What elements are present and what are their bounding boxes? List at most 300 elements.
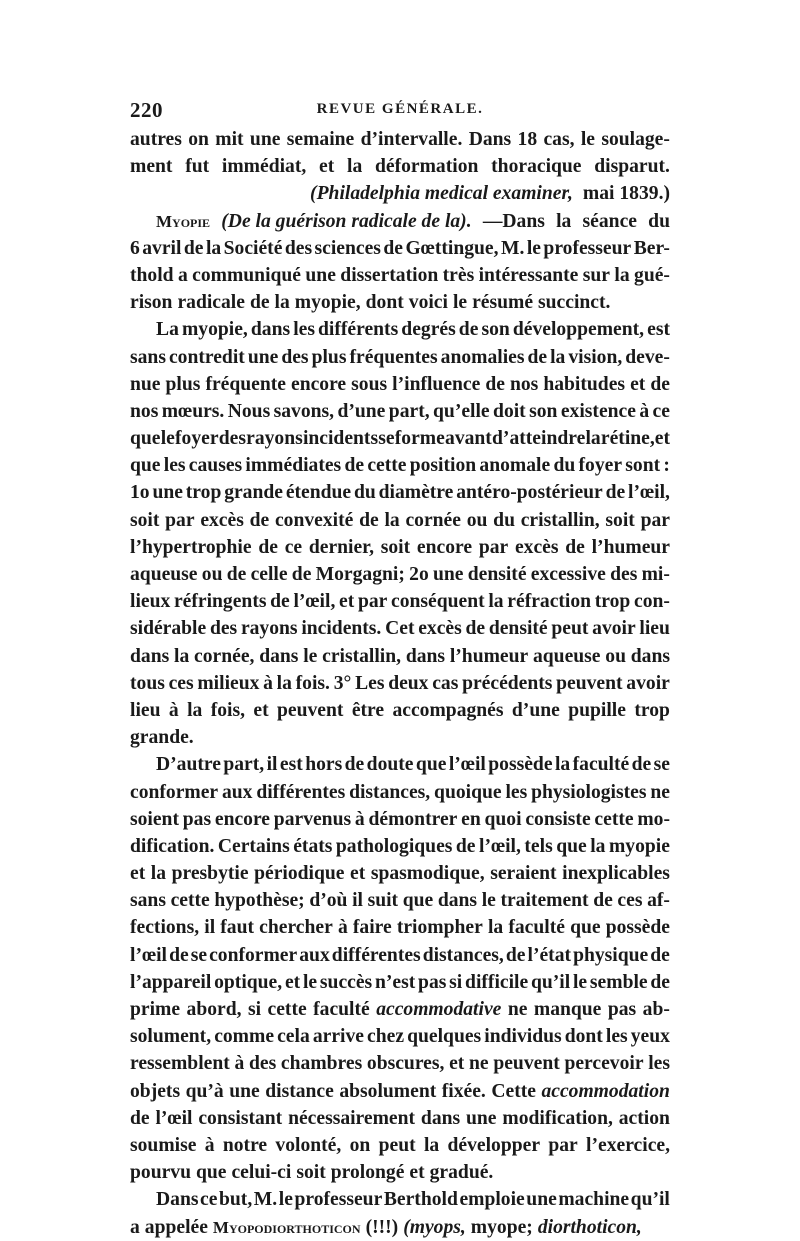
word: Certains bbox=[217, 835, 290, 857]
word: ne bbox=[650, 781, 670, 803]
word: 3° bbox=[333, 672, 352, 694]
word: des bbox=[218, 428, 246, 450]
word: modification, bbox=[502, 1107, 613, 1129]
word: percevoir bbox=[564, 1053, 644, 1075]
text-line bbox=[130, 126, 670, 153]
word: et bbox=[284, 971, 301, 993]
word: la bbox=[150, 863, 167, 885]
word: du bbox=[553, 455, 576, 477]
word: 18 bbox=[517, 129, 538, 150]
word: 1o bbox=[130, 482, 150, 504]
word: de bbox=[249, 509, 270, 531]
word: du bbox=[353, 482, 376, 504]
word: trop bbox=[594, 591, 631, 613]
word: d’intervalle. bbox=[360, 129, 463, 150]
word: distances, bbox=[422, 944, 504, 966]
word: aqueuse bbox=[532, 645, 601, 667]
word: l’état bbox=[527, 944, 572, 966]
word: volonté, bbox=[275, 1134, 342, 1156]
word: (myops, bbox=[403, 1216, 466, 1238]
word: succinct. bbox=[538, 292, 611, 314]
word: le bbox=[526, 237, 541, 259]
word: Ber- bbox=[633, 237, 670, 259]
word: et bbox=[630, 373, 646, 395]
word: Myopodiorthoticon bbox=[212, 1217, 361, 1237]
word: peuvent bbox=[277, 699, 344, 721]
word: doit bbox=[493, 400, 526, 422]
word: l’humeur bbox=[591, 536, 670, 558]
word: accommodation bbox=[541, 1080, 670, 1102]
word: cette bbox=[170, 890, 210, 912]
word: conformer bbox=[130, 781, 219, 803]
word: par bbox=[478, 536, 509, 558]
word: nécessairement bbox=[288, 1107, 416, 1129]
word: faculté bbox=[508, 917, 565, 939]
word: ne bbox=[469, 1053, 489, 1075]
word: existence bbox=[560, 400, 636, 422]
word: du bbox=[648, 210, 670, 232]
word: notre bbox=[222, 1134, 268, 1156]
text-line bbox=[130, 208, 670, 235]
text-line bbox=[130, 806, 670, 833]
word: pupille bbox=[568, 699, 626, 721]
word: suit bbox=[367, 890, 399, 912]
word: physique bbox=[573, 944, 649, 966]
text-line bbox=[130, 996, 670, 1023]
word: mœurs. bbox=[161, 400, 225, 422]
word: différentes bbox=[331, 944, 421, 966]
word: ment bbox=[130, 156, 173, 178]
word: conformer bbox=[209, 944, 298, 966]
word: Berthold bbox=[383, 1189, 458, 1211]
word: faire bbox=[352, 917, 392, 939]
word: cela bbox=[277, 1026, 310, 1048]
text-line bbox=[130, 860, 670, 887]
word: intéressante bbox=[478, 264, 579, 286]
word: chez bbox=[367, 1026, 405, 1048]
word: lieux bbox=[130, 591, 171, 613]
text-line bbox=[130, 1159, 670, 1186]
word: 2o bbox=[409, 564, 429, 585]
word: la bbox=[556, 210, 572, 232]
word: ou bbox=[605, 645, 626, 667]
word: dans bbox=[420, 1107, 461, 1129]
page-number: 220 bbox=[130, 98, 163, 122]
word: autres bbox=[130, 129, 182, 150]
word: dans bbox=[259, 645, 299, 667]
word: déformation bbox=[375, 156, 479, 178]
word: nos bbox=[130, 400, 159, 422]
word: solument, bbox=[130, 1026, 212, 1048]
word: habitudes bbox=[543, 373, 626, 395]
word: dernier, bbox=[308, 536, 374, 558]
word: on bbox=[188, 129, 209, 150]
word: vision, bbox=[568, 346, 623, 368]
word: cette bbox=[267, 999, 307, 1020]
word: antéro-postérieur bbox=[456, 482, 603, 504]
text-line bbox=[130, 615, 670, 642]
word: mo- bbox=[637, 808, 670, 830]
text-line bbox=[130, 398, 670, 425]
word: à bbox=[337, 917, 348, 939]
word: encore bbox=[214, 808, 271, 830]
word: que bbox=[195, 1162, 227, 1184]
word: hors bbox=[305, 754, 343, 776]
word: une bbox=[247, 346, 279, 368]
word: contredit bbox=[168, 346, 245, 368]
word: densité bbox=[467, 564, 527, 585]
word: ab- bbox=[642, 999, 670, 1020]
word: se bbox=[190, 944, 208, 966]
word: rison bbox=[130, 292, 173, 314]
word: diorthoticon, bbox=[537, 1216, 642, 1238]
word: n’est bbox=[374, 971, 416, 993]
word: de bbox=[485, 373, 505, 395]
word: action bbox=[618, 1107, 670, 1129]
word: à bbox=[168, 699, 179, 721]
word: une bbox=[229, 1080, 260, 1102]
word: savons, bbox=[273, 400, 335, 422]
word: faculté bbox=[572, 754, 630, 776]
word: de bbox=[650, 373, 670, 395]
word: se bbox=[378, 428, 395, 450]
word: sont bbox=[625, 455, 661, 477]
text-line bbox=[130, 452, 670, 479]
word: encore bbox=[291, 373, 347, 395]
word: immédiat, bbox=[221, 156, 307, 178]
word: semaine bbox=[286, 129, 355, 150]
word: forme bbox=[394, 428, 445, 450]
word: la bbox=[384, 509, 400, 531]
word: fixée. bbox=[441, 1080, 486, 1102]
word: de bbox=[359, 509, 379, 531]
word: aux bbox=[299, 944, 330, 966]
word: sous bbox=[351, 373, 388, 395]
word: ou bbox=[466, 509, 488, 531]
text-line bbox=[130, 969, 670, 996]
word: fois, bbox=[210, 699, 245, 721]
word: la bbox=[274, 292, 290, 314]
word: une bbox=[466, 1107, 497, 1129]
word: de bbox=[344, 455, 365, 477]
word: gué- bbox=[634, 264, 670, 286]
word: peuvent bbox=[493, 1053, 560, 1075]
word: de bbox=[565, 536, 585, 558]
word: le bbox=[160, 428, 175, 450]
word: Cet bbox=[385, 618, 415, 640]
word: de bbox=[183, 237, 204, 259]
text-line bbox=[130, 1132, 670, 1159]
word: Gœttingue, bbox=[405, 237, 499, 259]
word: la bbox=[187, 699, 203, 721]
word: son bbox=[481, 319, 510, 341]
word: consistant bbox=[198, 1107, 283, 1129]
word: que bbox=[130, 428, 161, 450]
word: ce bbox=[652, 400, 670, 422]
word: objets bbox=[130, 1080, 181, 1102]
word: les bbox=[163, 455, 186, 477]
text-line bbox=[130, 942, 670, 969]
text-line bbox=[130, 1050, 670, 1077]
word: l’œil bbox=[155, 1107, 193, 1129]
word: spasmodique, bbox=[370, 863, 485, 885]
word: la bbox=[174, 645, 190, 667]
word: la bbox=[276, 672, 292, 694]
word: quelques bbox=[407, 1026, 482, 1048]
word: d’une bbox=[337, 400, 386, 422]
word: Cette bbox=[491, 1080, 536, 1102]
word: la bbox=[550, 346, 566, 368]
word: rayons bbox=[240, 618, 298, 640]
word: il bbox=[352, 890, 363, 912]
word: inexplicables bbox=[562, 863, 670, 885]
word: tels bbox=[524, 835, 553, 857]
word: et bbox=[130, 863, 146, 885]
word: radicale bbox=[177, 292, 245, 314]
word: thold bbox=[130, 264, 174, 286]
word: disparut. bbox=[594, 156, 670, 178]
word: soit bbox=[296, 1162, 326, 1184]
word: possède bbox=[488, 754, 553, 776]
word: seraient bbox=[490, 863, 557, 885]
word: une bbox=[152, 482, 183, 504]
word: traitement bbox=[500, 890, 589, 912]
word: réfringents bbox=[173, 591, 267, 613]
word: différents bbox=[318, 319, 399, 341]
word: grande bbox=[224, 482, 283, 504]
word: pas bbox=[418, 971, 447, 993]
word: pourvu bbox=[130, 1162, 191, 1184]
word: les bbox=[293, 319, 315, 341]
word: le bbox=[452, 292, 468, 314]
word: anomale bbox=[479, 455, 551, 477]
word: cristallin, bbox=[322, 645, 402, 667]
word: fois. bbox=[295, 672, 330, 694]
text-line bbox=[130, 751, 670, 778]
word: et bbox=[409, 1162, 425, 1184]
word: à bbox=[263, 672, 273, 694]
word: Nous bbox=[227, 400, 271, 422]
word: l’œil, bbox=[479, 835, 521, 857]
word: pas bbox=[607, 999, 637, 1020]
word: cornée bbox=[405, 509, 461, 531]
word: ne bbox=[507, 999, 528, 1020]
word: communiqué bbox=[192, 264, 302, 286]
word: de bbox=[226, 564, 247, 585]
word: de bbox=[455, 835, 476, 857]
word: périodique bbox=[254, 863, 345, 885]
word: : bbox=[663, 455, 670, 477]
word: soient bbox=[130, 808, 179, 830]
word: peut bbox=[378, 1134, 416, 1156]
word: les bbox=[505, 781, 528, 803]
word: accompagnés bbox=[392, 699, 504, 721]
word: le bbox=[572, 971, 588, 993]
word: parvenus bbox=[273, 808, 352, 830]
word: plus bbox=[165, 373, 201, 395]
word: cas bbox=[432, 672, 459, 694]
word: d’une bbox=[511, 699, 560, 721]
word: semble bbox=[589, 971, 648, 993]
word: prime bbox=[130, 999, 181, 1020]
word: la bbox=[488, 591, 504, 613]
word: excès bbox=[418, 618, 462, 640]
word: a bbox=[177, 264, 188, 286]
word: qu’il bbox=[630, 1189, 670, 1211]
word: de bbox=[505, 944, 526, 966]
word: soit bbox=[380, 536, 411, 558]
word: que bbox=[415, 754, 447, 776]
word: D’autre bbox=[156, 754, 221, 776]
word: foyer bbox=[175, 428, 219, 450]
word: la bbox=[423, 1134, 440, 1156]
word: dont bbox=[564, 1026, 603, 1048]
word: trop bbox=[634, 699, 670, 721]
word: plus bbox=[311, 346, 347, 368]
word: accommodative bbox=[376, 999, 502, 1020]
word: la bbox=[590, 835, 606, 857]
word: appelée bbox=[144, 1216, 208, 1238]
word: difficile bbox=[465, 971, 529, 993]
word: deve- bbox=[625, 346, 670, 368]
word: l’influence bbox=[392, 373, 481, 395]
word: myopie, bbox=[294, 292, 361, 314]
word: dans bbox=[437, 890, 478, 912]
word: étendue bbox=[285, 482, 352, 504]
word: ces bbox=[617, 890, 643, 912]
word: excès bbox=[200, 509, 244, 531]
word: la bbox=[585, 428, 601, 450]
text-line bbox=[130, 1078, 670, 1105]
word: en bbox=[461, 808, 481, 830]
word: a bbox=[130, 1216, 140, 1238]
word: et bbox=[253, 699, 269, 721]
word: par bbox=[548, 1134, 578, 1156]
word: la bbox=[614, 264, 630, 286]
word: sciences bbox=[314, 237, 381, 259]
word: sans bbox=[130, 346, 166, 368]
word: emploie bbox=[459, 1189, 525, 1211]
word: but, bbox=[219, 1189, 253, 1211]
word: développement, bbox=[512, 319, 645, 341]
word: et bbox=[339, 591, 355, 613]
word: conséquent bbox=[391, 591, 485, 613]
text-line bbox=[130, 1105, 670, 1132]
word: myopie bbox=[608, 835, 670, 857]
word: être bbox=[351, 699, 385, 721]
word: obscures, bbox=[366, 1053, 445, 1075]
text-line bbox=[130, 1023, 670, 1050]
text-line bbox=[130, 561, 670, 588]
word: sidérable bbox=[130, 618, 207, 640]
word: lieu bbox=[130, 699, 161, 721]
text-line bbox=[130, 1186, 670, 1213]
word: incidents. bbox=[301, 618, 382, 640]
text-line bbox=[130, 180, 670, 207]
word: grande. bbox=[130, 727, 194, 749]
word: excès bbox=[514, 536, 559, 558]
word: cornée, bbox=[194, 645, 255, 667]
word: tous bbox=[130, 672, 165, 694]
word: Dans bbox=[156, 1189, 199, 1211]
word: est bbox=[279, 754, 303, 776]
word: de bbox=[383, 237, 403, 259]
word: ou bbox=[201, 564, 223, 585]
word: résumé bbox=[472, 292, 534, 314]
word: l’humeur bbox=[449, 645, 529, 667]
word: il bbox=[266, 754, 278, 776]
word: presbytie bbox=[171, 863, 249, 885]
word: comme bbox=[214, 1026, 275, 1048]
word: sur bbox=[582, 264, 610, 286]
word: dification. bbox=[130, 835, 215, 857]
word: la bbox=[347, 156, 363, 178]
word: myopie, bbox=[181, 319, 248, 341]
word: l’exercice, bbox=[586, 1134, 670, 1156]
word: prolongé bbox=[330, 1162, 405, 1184]
text-line bbox=[130, 887, 670, 914]
word: mi- bbox=[641, 564, 670, 585]
word: à bbox=[234, 1053, 245, 1075]
word: l’œil bbox=[448, 754, 486, 776]
word: de bbox=[169, 944, 189, 966]
word: de bbox=[527, 346, 548, 368]
word: l’œil bbox=[130, 944, 168, 966]
running-head: REVUE GÉNÉRALE. bbox=[316, 101, 484, 117]
word: très bbox=[442, 264, 475, 286]
word: une bbox=[526, 1189, 557, 1211]
word: chambres bbox=[280, 1053, 363, 1075]
text-line bbox=[130, 344, 670, 371]
word: professeur bbox=[294, 1189, 383, 1211]
text-line bbox=[130, 235, 670, 262]
word: fections, bbox=[130, 917, 200, 939]
word: de bbox=[593, 890, 613, 912]
word: possède bbox=[605, 917, 670, 939]
word: convexité bbox=[274, 509, 354, 531]
word: La bbox=[156, 319, 179, 341]
word: chercher bbox=[259, 917, 333, 939]
word: fréquentes bbox=[349, 346, 438, 368]
word: manque bbox=[533, 999, 602, 1020]
word: précédents bbox=[462, 672, 553, 694]
word: le bbox=[580, 129, 595, 150]
word: soit bbox=[130, 509, 160, 531]
word: mit bbox=[215, 129, 244, 150]
word: une bbox=[305, 264, 336, 286]
word: des bbox=[281, 346, 309, 368]
word: incidents bbox=[302, 428, 379, 450]
word: que bbox=[570, 917, 601, 939]
word: qu’à bbox=[185, 1080, 224, 1102]
word: dont bbox=[365, 292, 404, 314]
word: soulage- bbox=[601, 129, 670, 150]
word: le bbox=[481, 890, 496, 912]
word: faut bbox=[220, 917, 255, 939]
word: que bbox=[556, 835, 587, 857]
word: à bbox=[639, 400, 650, 422]
word: Les bbox=[355, 672, 385, 694]
word: séance bbox=[582, 210, 637, 232]
word: faculté bbox=[313, 999, 370, 1020]
word: de bbox=[458, 319, 479, 341]
word: rétine,et bbox=[600, 428, 670, 450]
word: fut bbox=[185, 156, 210, 178]
word: est bbox=[647, 319, 670, 341]
word: mai 1839.) bbox=[582, 183, 670, 205]
word: de bbox=[605, 482, 626, 504]
word: optique, bbox=[214, 971, 283, 993]
